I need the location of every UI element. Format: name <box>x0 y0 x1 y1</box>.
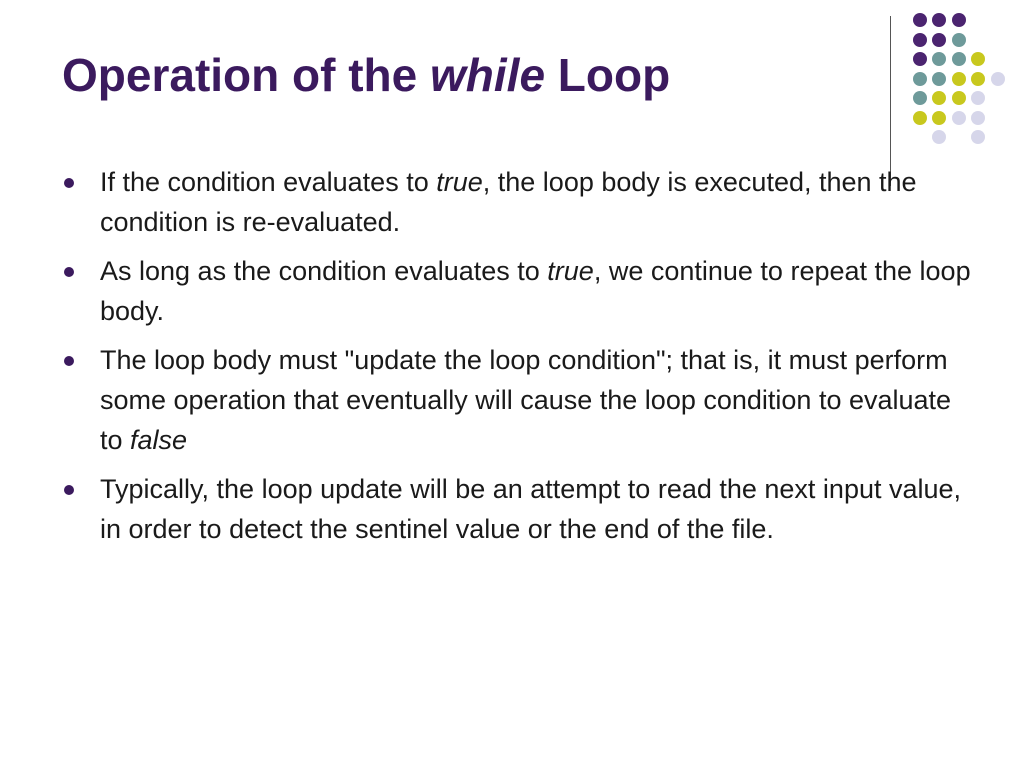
decorative-dot <box>932 130 946 144</box>
decorative-dot <box>971 72 985 86</box>
decorative-dot <box>932 52 946 66</box>
decorative-dot <box>952 52 966 66</box>
decorative-dot <box>952 91 966 105</box>
bullet-text: The loop body must "update the loop condition"; that is, it must perform some operation that eventually will cause the loop condition to evaluate to <box>100 345 952 455</box>
decorative-dot <box>952 72 966 86</box>
decorative-dot <box>913 52 927 66</box>
title-divider-line <box>890 16 891 186</box>
bullet-text-end: , the loop body is executed, then the condition is re-evaluated. <box>100 167 917 237</box>
decorative-dot <box>971 130 985 144</box>
decorative-dot <box>913 91 927 105</box>
decorative-dot <box>913 111 927 125</box>
bullet-item <box>62 469 972 549</box>
title-text-end: Loop <box>545 49 671 101</box>
decorative-dot <box>913 13 927 27</box>
decorative-dot <box>991 72 1005 86</box>
bullet-marker <box>64 267 74 277</box>
decorative-dot <box>932 72 946 86</box>
bullet-marker <box>64 356 74 366</box>
title-text-start: Operation of the <box>62 49 430 101</box>
bullet-list <box>62 162 972 558</box>
decorative-dot <box>952 13 966 27</box>
decorative-dot <box>971 111 985 125</box>
decorative-dot <box>932 33 946 47</box>
bullet-item <box>62 251 972 331</box>
bullet-marker <box>64 178 74 188</box>
bullet-emphasis: true <box>436 167 483 197</box>
bullet-item <box>62 162 972 242</box>
decorative-dot-grid <box>905 10 1015 170</box>
decorative-dot <box>932 91 946 105</box>
bullet-emphasis: false <box>130 425 188 455</box>
decorative-dot <box>932 111 946 125</box>
bullet-marker <box>64 485 74 495</box>
title-text-emphasis: while <box>430 49 546 101</box>
bullet-item <box>62 340 972 460</box>
decorative-dot <box>952 33 966 47</box>
decorative-dot <box>971 52 985 66</box>
decorative-dot <box>913 33 927 47</box>
bullet-text-end: , we continue to repeat the loop body. <box>100 256 971 326</box>
decorative-dot <box>913 72 927 86</box>
bullet-text: Typically, the loop update will be an attempt to read the next input value, in order to detect the sentinel value or the end of the file. <box>100 474 962 544</box>
slide-title <box>62 44 670 106</box>
decorative-dot <box>932 13 946 27</box>
bullet-text: If the condition evaluates to <box>100 167 437 197</box>
decorative-dot <box>971 91 985 105</box>
bullet-text: As long as the condition evaluates to <box>100 256 548 286</box>
decorative-dot <box>952 111 966 125</box>
bullet-emphasis: true <box>547 256 594 286</box>
